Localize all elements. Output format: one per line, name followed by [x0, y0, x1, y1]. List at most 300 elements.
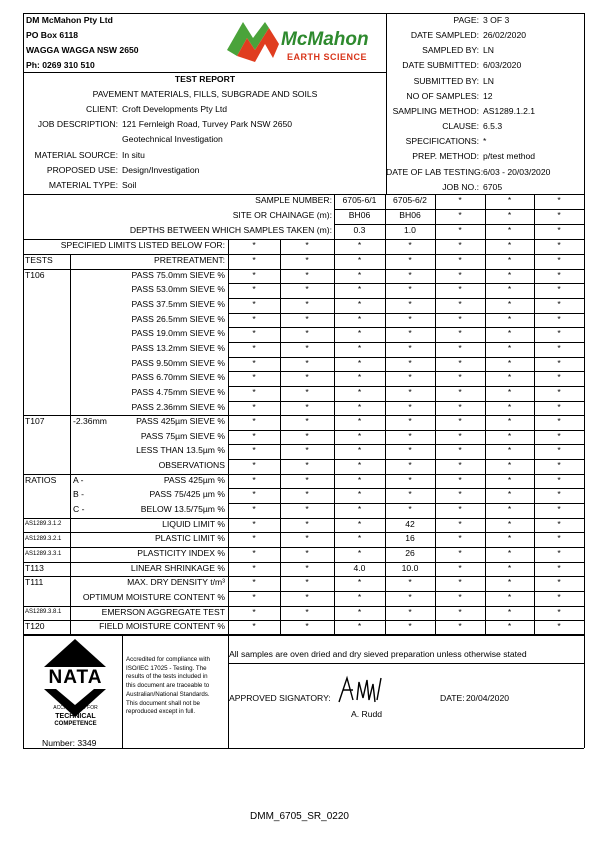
result-cell: * [305, 621, 309, 632]
result-cell: * [507, 357, 512, 368]
result-cell: * [458, 577, 462, 588]
header-cell: BH06 [399, 210, 421, 220]
result-cell: * [252, 518, 256, 529]
company-po-box: PO Box 6118 [26, 30, 79, 40]
result-cell: * [357, 460, 362, 471]
result-cell: * [557, 430, 561, 441]
result-cell: * [305, 548, 309, 558]
result-cell: * [458, 313, 462, 324]
rule-v [228, 239, 229, 634]
result-cell: * [458, 357, 462, 368]
header-cell: 0.3 [353, 225, 366, 235]
meta-value: * [483, 136, 487, 147]
result-cell: * [252, 577, 256, 588]
nata-logo [38, 637, 113, 737]
result-cell: * [507, 591, 512, 602]
result-cell: * [305, 533, 309, 544]
result-cell: * [305, 328, 309, 339]
signature-mark [335, 672, 385, 706]
test-name: LESS THAN 13.5µm % [136, 445, 225, 456]
result-cell: * [357, 445, 362, 456]
test-name: PASS 6.70mm SIEVE % [131, 372, 225, 383]
proposed-use-label: PROPOSED USE: [46, 165, 118, 175]
rule-v [122, 634, 123, 748]
result-cell: * [408, 445, 412, 456]
result-cell: * [507, 255, 512, 265]
accreditation-line: This document shall not be [126, 699, 200, 707]
material-type-value: Soil [122, 180, 137, 190]
row-group-label: AS1289.3.1.2 [25, 521, 62, 528]
meta-value: 6705 [483, 181, 503, 192]
rule-v [485, 194, 486, 634]
result-cell: * [507, 342, 512, 353]
rule-h [228, 313, 584, 314]
meta-value: 26/02/2020 [483, 30, 527, 41]
header-cell: * [557, 210, 561, 220]
row-group-label: T113 [25, 562, 44, 573]
result-cell: * [252, 357, 256, 368]
test-name: PASS 2.36mm SIEVE % [131, 401, 225, 412]
result-cell: * [557, 372, 561, 383]
result-cell: * [557, 284, 561, 295]
spec-cell: * [458, 240, 462, 250]
result-cell: * [252, 489, 256, 500]
result-cell: * [408, 504, 412, 515]
result-cell: * [458, 255, 462, 265]
nata-text: NATA [48, 667, 103, 688]
result-cell: * [557, 489, 561, 500]
rule-h [228, 357, 584, 358]
result-cell: * [557, 328, 561, 339]
result-cell: * [357, 298, 362, 309]
test-name: PASS 4.75mm SIEVE % [131, 386, 225, 397]
signatory-label: APPROVED SIGNATORY: [229, 693, 331, 703]
result-cell: * [557, 445, 561, 456]
result-cell: * [458, 445, 462, 456]
result-cell: * [557, 474, 561, 485]
result-cell: * [305, 313, 309, 324]
footer-note: All samples are oven dried and dry sieved preparation unless otherwise stated [229, 649, 527, 659]
meta-value: 12 [483, 90, 493, 101]
result-cell: * [305, 416, 309, 427]
test-name: OBSERVATIONS [158, 460, 225, 471]
test-name: PRETREATMENT: [154, 255, 225, 265]
result-cell: * [458, 504, 462, 515]
result-cell: * [357, 372, 362, 383]
result-cell: * [252, 548, 256, 558]
result-cell: * [557, 357, 561, 368]
result-cell: * [305, 591, 309, 602]
result-cell: * [458, 460, 462, 471]
result-cell: * [408, 416, 412, 427]
logo-line1: McMahon [281, 29, 369, 50]
report-title: TEST REPORT [174, 74, 236, 84]
result-cell: * [252, 606, 256, 617]
header-cell: * [507, 225, 512, 235]
meta-label: DATE SUBMITTED: [402, 60, 479, 71]
result-cell: * [408, 606, 412, 617]
meta-label: CLAUSE: [442, 121, 479, 132]
result-cell: * [357, 357, 362, 368]
result-cell: * [252, 313, 256, 324]
result-cell: * [305, 269, 309, 280]
rule-h [23, 748, 584, 749]
header-cell: * [507, 210, 512, 220]
row-sub-label: -2.36mm [73, 416, 107, 427]
rule-h [23, 634, 584, 635]
logo-line2: EARTH SCIENCE [287, 52, 368, 62]
rule-h [23, 72, 386, 73]
job-value-2: Geotechnical Investigation [122, 134, 223, 144]
company-city: WAGGA WAGGA NSW 2650 [26, 45, 139, 55]
result-cell: * [252, 328, 256, 339]
result-cell: * [305, 342, 309, 353]
meta-label: DATE OF LAB TESTING: [386, 166, 484, 177]
rule-h [23, 239, 584, 240]
result-cell: * [357, 313, 362, 324]
test-name: FIELD MOISTURE CONTENT % [99, 621, 225, 632]
result-cell: * [557, 548, 561, 558]
result-cell: * [305, 504, 309, 515]
result-cell: * [458, 386, 462, 397]
result-cell: * [507, 430, 512, 441]
result-cell: * [305, 284, 309, 295]
result-cell: * [507, 518, 512, 529]
meta-label: PAGE: [453, 15, 479, 25]
rule-h [228, 371, 584, 372]
spec-cell: * [557, 240, 561, 250]
rule-h [228, 298, 584, 299]
rule-h [228, 663, 584, 664]
row-group-label: T107 [25, 416, 45, 427]
result-cell: * [458, 489, 462, 500]
material-source-label: MATERIAL SOURCE: [34, 150, 118, 160]
meta-label: SPECIFICATIONS: [405, 136, 479, 147]
result-cell: * [507, 328, 512, 339]
result-cell: 10.0 [401, 562, 419, 573]
accreditation-line: Accredited for compliance with [126, 656, 210, 663]
result-cell: * [305, 460, 309, 471]
test-name: PASS 13.2mm SIEVE % [131, 342, 225, 353]
result-cell: * [507, 372, 512, 383]
result-cell: * [252, 430, 256, 441]
test-name: LINEAR SHRINKAGE % [130, 562, 225, 573]
nata-number: Number: 3349 [42, 738, 97, 748]
result-cell: * [252, 342, 256, 353]
result-cell: * [458, 416, 462, 427]
row-group-label: AS1289.3.8.1 [25, 609, 62, 616]
rule-v [534, 194, 535, 634]
header-cell: 6705-6/2 [393, 195, 427, 205]
result-cell: * [507, 606, 512, 617]
result-cell: * [408, 386, 412, 397]
test-name: PASS 75/425 µm % [149, 489, 225, 500]
result-cell: * [557, 577, 561, 588]
row-group-label: AS1289.3.2.1 [25, 535, 62, 542]
result-cell: * [408, 255, 412, 265]
result-cell: * [458, 284, 462, 295]
spec-cell: * [305, 240, 309, 250]
result-cell: * [557, 313, 561, 324]
rule-h [228, 401, 584, 402]
rule-h [23, 606, 584, 607]
date-label: DATE: [440, 693, 465, 703]
result-cell: * [557, 504, 561, 515]
result-cell: * [252, 298, 256, 309]
signature [335, 672, 385, 706]
result-cell: * [507, 269, 512, 280]
row-group-label: T120 [25, 621, 45, 632]
result-cell: * [357, 328, 362, 339]
result-cell: * [408, 357, 412, 368]
rule-h [23, 194, 584, 195]
result-cell: * [458, 342, 462, 353]
rule-h [228, 342, 584, 343]
result-cell: * [557, 518, 561, 529]
result-cell: * [507, 445, 512, 456]
rule-h [228, 327, 584, 328]
row-sub-label: A - [73, 474, 84, 485]
result-cell: * [305, 577, 309, 588]
test-name: PASS 425µm SIEVE % [136, 416, 225, 427]
result-cell: * [458, 372, 462, 383]
result-cell: * [252, 372, 256, 383]
meta-label: SAMPLED BY: [422, 45, 479, 56]
row-group-label: AS1289.3.3.1 [25, 550, 62, 557]
result-cell: * [357, 386, 362, 397]
accreditation-line: ISO/IEC 17025 - Testing. The [126, 664, 207, 672]
accreditation-line: Australian/National Standards. [126, 690, 210, 698]
result-cell: * [557, 401, 561, 412]
result-cell: * [252, 460, 256, 471]
rule-v [435, 194, 436, 634]
header-cell: * [557, 225, 561, 235]
rule-h [228, 430, 584, 431]
result-cell: * [408, 328, 412, 339]
meta-value: 3 OF 3 [483, 15, 510, 25]
material-type-label: MATERIAL TYPE: [48, 180, 118, 190]
test-name: PASS 75µm SIEVE % [140, 430, 225, 441]
header-row-label: SITE OR CHAINAGE (m): [232, 210, 332, 220]
result-cell: * [557, 416, 561, 427]
result-cell: 4.0 [353, 562, 366, 573]
result-cell: * [458, 269, 462, 280]
test-name: MAX. DRY DENSITY t/m³ [127, 577, 225, 588]
meta-value: LN [483, 75, 494, 86]
document-id: DMM_6705_SR_0220 [250, 811, 349, 822]
rule-v [70, 254, 71, 634]
result-cell: * [408, 298, 412, 309]
result-cell: * [507, 489, 512, 500]
result-cell: * [507, 401, 512, 412]
rule-h [228, 444, 584, 445]
result-cell: * [305, 430, 309, 441]
client-label: CLIENT: [86, 104, 118, 114]
header-row-label: DEPTHS BETWEEN WHICH SAMPLES TAKEN (m): [129, 225, 332, 235]
spec-cell: * [507, 240, 512, 250]
result-cell: * [357, 342, 362, 353]
row-group-label: RATIOS [25, 474, 57, 485]
company-phone: Ph: 0269 310 510 [26, 60, 95, 70]
header-cell: * [507, 195, 512, 205]
result-cell: * [507, 313, 512, 324]
result-cell: * [305, 386, 309, 397]
result-cell: * [305, 372, 309, 383]
row-group-label: T106 [25, 269, 45, 280]
test-name: PASS 9.50mm SIEVE % [131, 357, 225, 368]
rule-v [23, 13, 24, 748]
rule-h [23, 13, 584, 14]
result-cell: * [252, 562, 256, 573]
result-cell: * [305, 298, 309, 309]
result-cell: 16 [405, 533, 415, 544]
rule-h [23, 474, 584, 475]
result-cell: * [357, 430, 362, 441]
rule-h [23, 635, 584, 636]
result-cell: * [458, 474, 462, 485]
report-subtitle: PAVEMENT MATERIALS, FILLS, SUBGRADE AND SOILS [92, 89, 318, 99]
rule-h [23, 518, 584, 519]
result-cell: * [458, 548, 462, 558]
date-value: 20/04/2020 [466, 693, 510, 703]
job-value: 121 Fernleigh Road, Turvey Park NSW 2650 [122, 119, 293, 129]
result-cell: * [458, 401, 462, 412]
nata-sub1: ACCREDITED FOR [53, 705, 98, 711]
meta-value: LN [483, 45, 494, 56]
result-cell: 26 [405, 548, 415, 558]
result-cell: * [408, 577, 412, 588]
result-cell: * [507, 533, 512, 544]
rule-h [23, 576, 584, 577]
rule-h [228, 386, 584, 387]
result-cell: * [507, 562, 512, 573]
result-cell: * [557, 606, 561, 617]
meta-value: 6.5.3 [483, 121, 503, 132]
result-cell: * [557, 255, 561, 265]
meta-value: 6/03 - 20/03/2020 [483, 166, 551, 177]
meta-value: AS1289.1.2.1 [483, 105, 536, 116]
result-cell: * [357, 416, 362, 427]
proposed-use-value: Design/Investigation [122, 165, 200, 175]
test-name: PLASTICITY INDEX % [137, 548, 225, 558]
spec-cell: * [357, 240, 362, 250]
result-cell: * [357, 533, 362, 544]
result-cell: * [357, 518, 362, 529]
header-cell: * [557, 195, 561, 205]
signatory-name: A. Rudd [351, 709, 383, 719]
meta-value: p/test method [483, 151, 536, 162]
client-value: Croft Developments Pty Ltd [122, 104, 228, 114]
material-source-value: In situ [122, 150, 145, 160]
header-cell: BH06 [348, 210, 371, 220]
rule-h [23, 269, 584, 270]
rule-h [23, 254, 584, 255]
result-cell: * [458, 591, 462, 602]
spec-cell: * [408, 240, 412, 250]
result-cell: * [458, 298, 462, 309]
result-cell: * [305, 357, 309, 368]
result-cell: * [507, 504, 512, 515]
result-cell: * [305, 401, 309, 412]
result-cell: * [507, 416, 512, 427]
result-cell: * [458, 328, 462, 339]
header-cell: * [458, 210, 462, 220]
rule-h [334, 209, 584, 210]
rule-v [584, 13, 585, 748]
job-label: JOB DESCRIPTION: [37, 119, 118, 129]
result-cell: * [305, 518, 309, 529]
accreditation-line: reproduced except in full. [126, 708, 196, 716]
result-cell: * [507, 284, 512, 295]
result-cell: * [408, 430, 412, 441]
result-cell: * [507, 460, 512, 471]
result-cell: * [305, 445, 309, 456]
result-cell: * [357, 255, 362, 265]
result-cell: * [557, 591, 561, 602]
header-cell: 1.0 [404, 225, 416, 235]
result-cell: * [408, 401, 412, 412]
result-cell: * [252, 474, 256, 485]
result-cell: * [557, 342, 561, 353]
meta-label: DATE SAMPLED: [410, 30, 479, 41]
rule-h [23, 620, 584, 621]
rule-h [228, 488, 584, 489]
test-name: EMERSON AGGREGATE TEST [101, 606, 225, 617]
result-cell: * [458, 621, 462, 632]
result-cell: * [252, 255, 256, 265]
result-cell: * [408, 269, 412, 280]
meta-label: NO OF SAMPLES: [406, 90, 479, 101]
rule-h [228, 591, 584, 592]
result-cell: * [408, 284, 412, 295]
result-cell: * [252, 386, 256, 397]
row-sub-label: B - [73, 489, 84, 500]
result-cell: * [357, 606, 362, 617]
result-cell: * [357, 504, 362, 515]
result-cell: * [305, 562, 309, 573]
result-cell: * [252, 533, 256, 544]
rule-h [23, 562, 584, 563]
rule-h [228, 459, 584, 460]
header-cell: 6705-6/1 [342, 195, 377, 205]
result-cell: * [557, 562, 561, 573]
rule-h [23, 532, 584, 533]
test-name: PASS 75.0mm SIEVE % [131, 269, 225, 280]
result-cell: * [357, 621, 362, 632]
result-cell: * [507, 548, 512, 558]
accreditation-line: this document are traceable to [126, 682, 210, 690]
meta-label: PREP. METHOD: [412, 151, 479, 162]
result-cell: * [458, 606, 462, 617]
result-cell: * [252, 416, 256, 427]
header-row-label: SAMPLE NUMBER: [255, 195, 332, 205]
result-cell: * [507, 474, 512, 485]
row-group-label: TESTS [25, 255, 53, 265]
result-cell: * [305, 489, 309, 500]
spec-cell: * [252, 240, 256, 250]
meta-label: SAMPLING METHOD: [392, 105, 479, 116]
meta-label: SUBMITTED BY: [413, 75, 479, 86]
result-cell: * [408, 372, 412, 383]
result-cell: * [252, 621, 256, 632]
rule-v [385, 194, 386, 634]
result-cell: 42 [405, 518, 415, 529]
result-cell: * [305, 606, 309, 617]
test-name: OPTIMUM MOISTURE CONTENT % [82, 591, 225, 602]
row-sub-label: C - [73, 504, 85, 515]
test-name: PASS 425µm % [163, 474, 225, 485]
result-cell: * [557, 269, 561, 280]
